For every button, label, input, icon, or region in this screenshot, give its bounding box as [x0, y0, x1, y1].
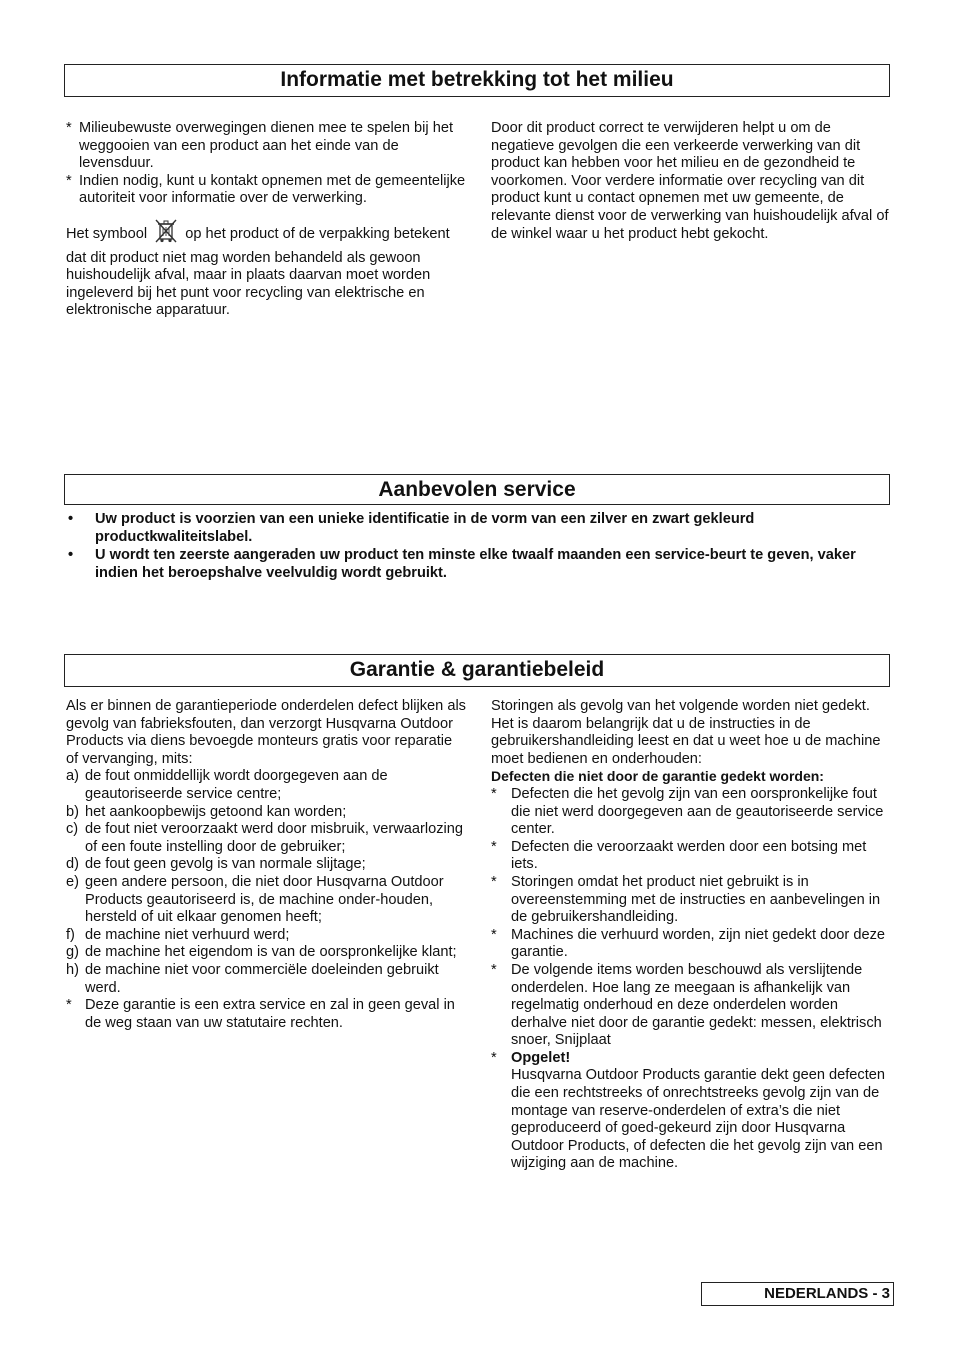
list-item — [491, 839, 891, 874]
list-item — [66, 173, 466, 208]
bullet-marker: • — [68, 547, 74, 563]
item-letter: e) — [66, 873, 79, 890]
list-item-text: de fout onmiddellijk wordt doorgegeven aan de geautoriseerde service centre; — [85, 768, 388, 802]
weee-text-after: op het product of de verpakking betekent dat dit product niet mag worden behandeld als gewoon huishoudelijk afval, maar in plaats daarvan moet worden ingeleverd bij het punt voor recycling van elektrische en elektronische apparatuur. — [66, 225, 450, 319]
bullet-marker: • — [68, 511, 74, 527]
environment-heading: Informatie met betrekking tot het milieu — [64, 64, 890, 97]
list-item-text: Machines die verhuurd worden, zijn niet gedekt door deze garantie. — [511, 926, 885, 961]
warranty-left-column — [66, 698, 466, 1032]
service-heading: Aanbevolen service — [64, 474, 890, 505]
warranty-intro: Als er binnen de garantieperiode onderdelen defect blijken als gevolg van fabrieksfouten, dan verzorgt Husqvarna Outdoor Products via diens bevoegde monteurs gratis voor reparatie of vervanging, mits: — [66, 698, 466, 767]
list-item — [491, 786, 891, 839]
list-item-text: de machine het eigendom is van de oorspronkelijke klant; — [85, 944, 457, 961]
item-letter: a) — [66, 768, 79, 785]
list-item-text: Storingen omdat het product niet gebruikt is in overeenstemming met de instructies en aanbevelingen in de gebruikershandleiding. — [511, 873, 881, 926]
list-item — [66, 927, 466, 945]
list-item — [491, 927, 891, 962]
list-item — [66, 874, 466, 927]
list-item-text: Deze garantie is een extra service en zal in geen geval in de weg staan van uw statutaire rechten. — [85, 997, 455, 1031]
list-item-text: het aankoopbewijs getoond kan worden; — [85, 803, 347, 820]
list-item — [66, 997, 466, 1032]
not-covered-intro: Storingen als gevolg van het volgende worden niet gedekt. Het is daarom belangrijk dat u de instructies in de gebruikershandleiding leest en dat u weet hoe u de machine moet bedienen en onderhouden: — [491, 698, 881, 767]
list-item-text: de machine niet verhuurd werd; — [85, 926, 290, 943]
list-item — [66, 546, 886, 582]
list-item — [491, 962, 891, 1050]
bullet-marker: * — [491, 961, 497, 978]
item-letter: b) — [66, 803, 79, 820]
bullet-marker: * — [491, 838, 497, 855]
caution-text: Husqvarna Outdoor Products garantie dekt geen defecten die een rechtstreeks of onrechtstreeks gevolg zijn van de montage van reserve-onderdelen of extra’s die niet geproduceerd of goed-gekeurd zijn door Husqvarna Outdoor Products, of defecten die het gevolg zijn van een wijziging aan de machine. — [511, 1067, 886, 1172]
list-item-text: de fout geen gevolg is van normale slijtage; — [85, 856, 366, 873]
list-item — [66, 804, 466, 822]
list-item-text: Milieubewuste overwegingen dienen mee te spelen bij het weggooien van een product aan het einde van de levensduur. — [79, 120, 454, 172]
environment-right-column — [491, 120, 891, 243]
list-item — [491, 874, 891, 927]
list-item-text: U wordt ten zeerste aangeraden uw product ten minste elke twaalf maanden een service-beurt te geven, vaker indien het beroepshalve veelvuldig wordt gebruikt. — [95, 547, 856, 581]
bullet-marker: * — [491, 873, 497, 890]
list-item-text: Defecten die het gevolg zijn van een oorspronkelijke fout die niet werd doorgegeven aan de geautoriseerde service center. — [511, 785, 884, 838]
list-item — [66, 768, 466, 803]
caution-label: Opgelet! — [511, 1049, 571, 1066]
bullet-marker: * — [66, 120, 72, 136]
weee-text-before: Het symbool — [66, 225, 148, 242]
item-letter: c) — [66, 821, 79, 838]
list-item-text: Indien nodig, kunt u kontakt opnemen met de gemeentelijke autoriteit voor informatie over de verwerking. — [79, 172, 466, 207]
list-item-text: geen andere persoon, die niet door Husqvarna Outdoor Products geautoriseerd is, de machine onder-houden, hersteld of uit elkaar genomen heeft; — [85, 873, 444, 926]
bullet-marker: * — [491, 926, 497, 943]
list-item — [491, 1050, 891, 1173]
list-item-text: Defecten die veroorzaakt werden door een botsing met iets. — [511, 838, 867, 873]
recycling-paragraph: Door dit product correct te verwijderen helpt u om de negatieve gevolgen die een verkeerde verwerking van dit product kan hebben voor het milieu en de gezondheid te voorkomen. Voor verdere informatie over recycling van dit product kunt u contact opnemen met uw gemeente, de relevante dienst voor de verwerking van huishoudelijk afval of de winkel waar u het product hebt gekocht. — [491, 120, 889, 242]
list-item-text: Uw product is voorzien van een unieke identificatie in de vorm van een zilver en zwart gekleurd productkwaliteitslabel. — [95, 511, 755, 545]
page-footer-label: NEDERLANDS - 3 — [701, 1282, 894, 1306]
environment-left-column — [66, 120, 466, 320]
bullet-marker: * — [491, 785, 497, 802]
list-item — [66, 510, 886, 546]
list-item — [66, 962, 466, 997]
list-item — [66, 821, 466, 856]
list-item — [66, 856, 466, 874]
weee-paragraph — [66, 218, 466, 320]
service-list — [66, 510, 886, 582]
item-letter: f) — [66, 926, 75, 943]
warranty-right-column — [491, 698, 891, 1173]
list-item — [66, 944, 466, 962]
crossed-out-bin-icon — [153, 218, 179, 250]
item-letter: g) — [66, 944, 79, 961]
list-item-text: de machine niet voor commerciële doeleinden gebruikt werd. — [85, 961, 439, 996]
list-item-text: De volgende items worden beschouwd als verslijtende onderdelen. Hoe lang ze meegaan is afhankelijk van regelmatig onderhoud en deze onderdelen worden derhalve niet door de garantie gedekt: messen, elektrisch snoer, Snijplaat — [511, 961, 882, 1049]
bullet-marker: * — [66, 997, 72, 1014]
warranty-heading: Garantie & garantiebeleid — [64, 654, 890, 687]
bullet-marker: * — [66, 172, 72, 189]
not-covered-heading: Defecten die niet door de garantie gedekt worden: — [491, 768, 824, 785]
list-item — [66, 120, 466, 173]
bullet-marker: * — [491, 1049, 497, 1066]
item-letter: h) — [66, 961, 79, 978]
item-letter: d) — [66, 856, 79, 873]
list-item-text: de fout niet veroorzaakt werd door misbruik, verwaarlozing of een foute instelling door de gebruiker; — [85, 821, 463, 855]
